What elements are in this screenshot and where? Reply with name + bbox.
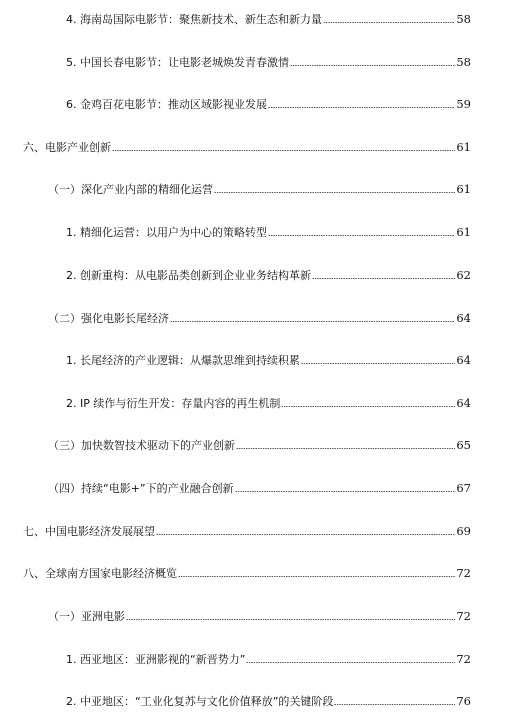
dot-leader (246, 662, 455, 663)
toc-entry-title: 2. IP 续作与衍生开发：存量内容的再生机制 (66, 397, 281, 410)
dot-leader (156, 534, 455, 535)
toc-entry-page: 64 (456, 396, 471, 410)
toc-entry-title: （二）强化电影长尾经济 (48, 312, 169, 325)
toc-entry-title: （一）亚洲电影 (48, 610, 125, 623)
dot-leader (323, 22, 455, 23)
toc-entry-page: 59 (456, 97, 471, 111)
toc-entry-title: 6. 金鸡百花电影节：推动区域影视业发展 (66, 98, 267, 111)
dot-leader (170, 321, 455, 322)
toc-entry-page: 64 (456, 311, 471, 325)
dot-leader (126, 619, 455, 620)
toc-entry-title: 1. 西亚地区：亚洲影视的“新晋势力” (66, 653, 246, 666)
toc-entry[interactable] (23, 566, 471, 581)
toc-entry[interactable] (48, 182, 471, 197)
toc-entry[interactable] (66, 396, 471, 411)
toc-entry-title: 4. 海南岛国际电影节：聚焦新技术、新生态和新力量 (66, 13, 322, 26)
toc-entry-title: 1. 精细化运营：以用户为中心的策略转型 (66, 226, 267, 239)
toc-entry-page: 62 (456, 268, 471, 282)
toc-entry-page: 61 (456, 225, 471, 239)
toc-entry-page: 72 (456, 566, 471, 580)
dot-leader (178, 576, 455, 577)
toc-entry-page: 61 (456, 182, 471, 196)
toc-entry-page: 64 (456, 353, 471, 367)
toc-entry-page: 65 (456, 438, 471, 452)
dot-leader (268, 235, 455, 236)
toc-entry-title: 2. 创新重构：从电影品类创新到企业业务结构革新 (66, 269, 311, 282)
toc-entry-title: （四）持续“电影+”下的产业融合创新 (48, 482, 234, 495)
toc-entry-title: 六、电影产业创新 (23, 141, 111, 154)
toc-entry-title: 2. 中亚地区：“工业化复苏与文化价值释放”的关键阶段 (66, 695, 334, 708)
dot-leader (290, 65, 455, 66)
toc-entry-title: （三）加快数智技术驱动下的产业创新 (48, 439, 235, 452)
toc-entry-title: （一）深化产业内部的精细化运营 (48, 183, 213, 196)
toc-entry[interactable] (66, 55, 471, 70)
toc-entry[interactable] (48, 609, 471, 624)
dot-leader (268, 107, 455, 108)
toc-entry-title: 八、全球南方国家电影经济概览 (23, 567, 177, 580)
toc-entry-page: 76 (456, 694, 471, 708)
toc-entry-title: 5. 中国长春电影节：让电影老城焕发青春激情 (66, 56, 289, 69)
toc-entry[interactable] (66, 353, 471, 368)
dot-leader (236, 448, 455, 449)
toc-entry-title: 1. 长尾经济的产业逻辑：从爆款思维到持续积累 (66, 354, 300, 367)
toc-entry-page: 69 (456, 524, 471, 538)
toc-entry[interactable] (66, 694, 471, 709)
toc-entry-page: 72 (456, 609, 471, 623)
dot-leader (235, 491, 456, 492)
toc-entry-page: 58 (456, 55, 471, 69)
toc-entry[interactable] (66, 97, 471, 112)
dot-leader (301, 363, 455, 364)
toc-entry-page: 58 (456, 12, 471, 26)
toc-entry[interactable] (66, 12, 471, 27)
toc-entry[interactable] (23, 140, 471, 155)
toc-entry[interactable] (66, 225, 471, 240)
dot-leader (281, 406, 455, 407)
dot-leader (312, 278, 455, 279)
toc-entry[interactable] (48, 481, 471, 496)
toc-entry-page: 61 (456, 140, 471, 154)
dot-leader (214, 192, 455, 193)
toc-entry-page: 67 (456, 481, 471, 495)
dot-leader (334, 704, 455, 705)
toc-entry[interactable] (48, 438, 471, 453)
toc-entry[interactable] (48, 311, 471, 326)
toc-entry[interactable] (66, 268, 471, 283)
toc-entry-page: 72 (456, 652, 471, 666)
dot-leader (112, 150, 455, 151)
toc-entry-title: 七、中国电影经济发展展望 (23, 525, 155, 538)
toc-entry[interactable] (23, 524, 471, 539)
toc-entry[interactable] (66, 652, 471, 667)
